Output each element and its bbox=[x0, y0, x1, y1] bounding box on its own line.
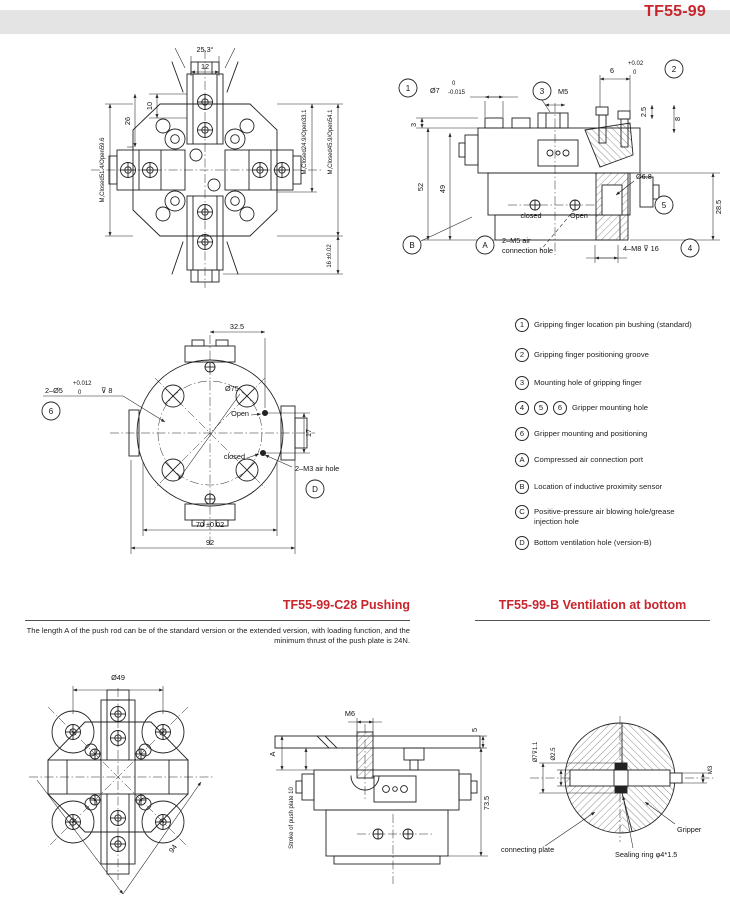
callout-b-icon: B bbox=[515, 480, 529, 494]
pushing-front-dim-d49: Ø49 bbox=[111, 673, 125, 682]
bottom-pin-tol-bottom: 0 bbox=[78, 390, 82, 396]
bottom-view-body bbox=[129, 340, 307, 526]
front-right-span-inner: M,Closed24.9/Open33.1 bbox=[302, 109, 308, 175]
pushing-description: The length A of the push rod can be of the standard version or the extended version, with loading function, and the minimum thrust of the push plate is 24N. bbox=[26, 626, 410, 645]
callout-a-icon: A bbox=[515, 453, 529, 467]
front-dim-26: 26 bbox=[123, 116, 132, 126]
header-bar bbox=[0, 10, 730, 34]
bottom-pin-tol-top: +0.012 bbox=[73, 381, 92, 387]
side-view-drawing bbox=[390, 55, 730, 270]
side-dim-8: 8 bbox=[673, 116, 682, 122]
legend-item-text: Compressed air connection port bbox=[534, 455, 643, 464]
legend-item-4-5-6 bbox=[515, 401, 730, 415]
svg-text:A: A bbox=[482, 241, 488, 250]
side-dim-3: 3 bbox=[409, 122, 418, 128]
front-angle-dim: 25.3° bbox=[196, 45, 214, 54]
side-dim-2-5: 2.5 bbox=[639, 106, 648, 118]
front-view-drawing bbox=[25, 42, 355, 292]
svg-text:6: 6 bbox=[48, 407, 54, 416]
legend-item-b bbox=[515, 480, 692, 494]
front-dim-12: 12 bbox=[200, 62, 210, 71]
side-view-callouts bbox=[399, 60, 699, 257]
svg-text:5: 5 bbox=[661, 201, 667, 210]
bottom-dim-32-5: 32.5 bbox=[229, 322, 245, 331]
front-view-body bbox=[109, 62, 301, 282]
svg-text:1: 1 bbox=[405, 84, 411, 93]
legend-item-text: Gripper mounting hole bbox=[572, 403, 649, 412]
legend-item-3 bbox=[515, 376, 692, 390]
callout-1-icon: 1 bbox=[515, 318, 529, 332]
bottom-dim-70: 70 ±0.02 bbox=[195, 520, 225, 529]
section-gripper-label: Gripper bbox=[677, 825, 702, 834]
legend-item-text: Gripping finger location pin bushing (standard) bbox=[534, 320, 692, 329]
side-dim-6: 6 bbox=[609, 66, 615, 75]
callout-6-icon: 6 bbox=[553, 401, 567, 415]
legend-item-1 bbox=[515, 318, 692, 332]
front-left-span: M,Closed51.4/Open59.6 bbox=[100, 137, 106, 203]
svg-text:3: 3 bbox=[539, 87, 545, 96]
pushing-side-stroke-label: Stroke of push plate 10 bbox=[289, 787, 295, 849]
legend-item-text: Gripping finger positioning groove bbox=[534, 350, 649, 359]
pushing-side-dim-73-5: 73.5 bbox=[482, 795, 491, 811]
side-view-dimensions bbox=[416, 75, 720, 263]
side-dim-d68: Ø6.8 bbox=[636, 172, 652, 181]
side-closed-label: closed bbox=[520, 211, 542, 220]
side-dim-d7-tol-top: 0 bbox=[452, 81, 456, 87]
callout-6-icon: 6 bbox=[515, 427, 529, 441]
bottom-view-dimensions bbox=[43, 332, 310, 554]
bottom-dim-d75: Ø75 bbox=[225, 384, 239, 393]
legend-item-text: Positive-pressure air blowing hole/grease injection hole bbox=[534, 507, 675, 526]
bottom-dim-17: 17 bbox=[304, 428, 313, 438]
ventilation-title-rule bbox=[475, 620, 710, 621]
legend-item-text: Bottom ventilation hole (version-B) bbox=[534, 538, 652, 547]
section-dim-m3: M3 bbox=[708, 765, 714, 775]
pushing-side-dimensions bbox=[275, 718, 488, 856]
pushing-front-drawing bbox=[15, 662, 260, 904]
front-dim-16: 16 ±0.02 bbox=[327, 244, 333, 268]
callout-3-icon: 3 bbox=[515, 376, 529, 390]
svg-text:B: B bbox=[409, 241, 415, 250]
legend-item-text: Gripper mounting and positioning bbox=[534, 429, 648, 438]
legend-item-6 bbox=[515, 427, 692, 441]
front-right-span-outer: M,Closed45.9/Open54.1 bbox=[328, 109, 334, 175]
legend-item-d bbox=[515, 536, 692, 550]
legend-item-a bbox=[515, 453, 692, 467]
pushing-side-dim-m6: M6 bbox=[344, 709, 356, 718]
legend-item-text: Location of inductive proximity sensor bbox=[534, 482, 663, 491]
side-dim-52: 52 bbox=[416, 182, 425, 192]
page-title: TF55-99 bbox=[644, 3, 706, 20]
legend bbox=[515, 312, 727, 552]
side-view-body bbox=[459, 107, 659, 240]
section-seal-label: Sealing ring φ4*1.5 bbox=[615, 850, 678, 859]
bottom-closed-label: closed bbox=[223, 452, 245, 461]
legend-item-text: Mounting hole of gripping finger bbox=[534, 378, 642, 387]
side-dim-6-tol-top: +0.02 bbox=[628, 61, 644, 67]
front-dim-10: 10 bbox=[145, 101, 154, 111]
pushing-title-rule bbox=[25, 620, 410, 621]
bottom-view-callouts bbox=[42, 402, 324, 498]
bottom-view-centerlines bbox=[110, 335, 315, 545]
ventilation-section-title: TF55-99-B Ventilation at bottom bbox=[498, 598, 687, 612]
svg-text:2: 2 bbox=[671, 65, 677, 74]
pushing-side-drawing bbox=[262, 688, 492, 888]
pushing-front-dim-94: 94 bbox=[166, 842, 179, 855]
callout-d-icon: D bbox=[515, 536, 529, 550]
pushing-section-title: TF55-99-C28 Pushing bbox=[282, 598, 410, 612]
bottom-dim-92: 92 bbox=[205, 538, 215, 547]
side-dim-m8: 4–M8 ⊽ 16 bbox=[623, 244, 659, 253]
side-dim-m5: M5 bbox=[558, 87, 569, 96]
bottom-air-hole-label: 2–M3 air hole bbox=[295, 464, 340, 473]
pushing-side-dim-a: A bbox=[268, 751, 277, 757]
front-view-centerlines bbox=[91, 50, 321, 288]
side-open-label: Open bbox=[570, 211, 588, 220]
pushing-front-centerlines bbox=[29, 688, 215, 880]
bottom-open-label: Open bbox=[231, 409, 249, 418]
svg-text:D: D bbox=[312, 485, 318, 494]
callout-4-icon: 4 bbox=[515, 401, 529, 415]
side-dim-d7-tol-bottom: -0.015 bbox=[448, 90, 466, 96]
svg-text:4: 4 bbox=[687, 244, 693, 253]
section-plate-label: connecting plate bbox=[501, 845, 555, 854]
side-dim-49: 49 bbox=[438, 184, 447, 194]
side-dim-d7: Ø7 bbox=[430, 86, 440, 95]
side-view-centerlines bbox=[508, 103, 595, 255]
callout-5-icon: 5 bbox=[534, 401, 548, 415]
side-dim-6-tol-bottom: 0 bbox=[633, 70, 637, 76]
bottom-pin-depth: ⊽ 8 bbox=[101, 386, 113, 395]
section-dim-d25: Ø2.5 bbox=[551, 747, 557, 761]
side-air-hole-line2: connection hole bbox=[502, 246, 554, 255]
legend-item-c bbox=[515, 505, 692, 526]
pushing-side-dim-5: 5 bbox=[470, 727, 479, 733]
side-dim-28-5: 28.5 bbox=[714, 199, 723, 215]
ventilation-section-drawing bbox=[495, 690, 725, 865]
bottom-pin-label: 2–Ø5 bbox=[45, 386, 63, 395]
callout-c-icon: C bbox=[515, 505, 529, 519]
bottom-view-drawing bbox=[15, 310, 370, 575]
legend-item-2 bbox=[515, 348, 692, 362]
section-dim-d7: Ø7⊽1.1 bbox=[533, 741, 539, 763]
callout-2-icon: 2 bbox=[515, 348, 529, 362]
side-air-hole-line1: 2–M5 air bbox=[502, 236, 531, 245]
